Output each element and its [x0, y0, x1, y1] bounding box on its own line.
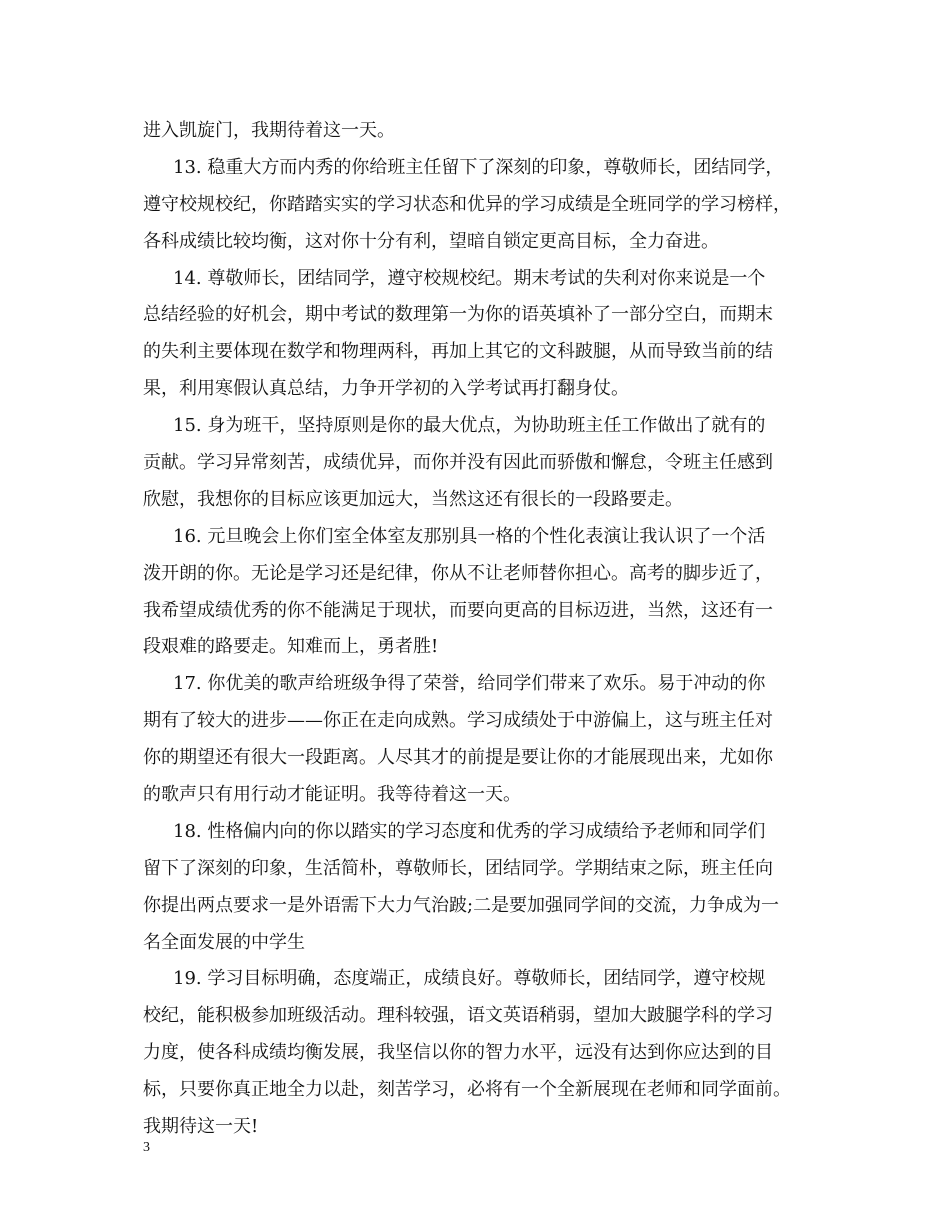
paragraph-line: 段艰难的路要走。知难而上，勇者胜!	[143, 636, 439, 658]
page-number: 3	[143, 1140, 150, 1155]
paragraph-line: 期有了较大的进步——你正在走向成熟。学习成绩处于中游偏上，这与班主任对	[143, 710, 773, 732]
paragraph-first-line: 14. 尊敬师长，团结同学，遵守校规校纪。期末考试的失利对你来说是一个	[173, 267, 766, 289]
paragraph-first-line: 13. 稳重大方而内秀的你给班主任留下了深刻的印象，尊敬师长，团结同学，	[173, 156, 784, 178]
paragraph-line: 的歌声只有用行动才能证明。我等待着这一天。	[143, 784, 521, 806]
paragraph-line: 你提出两点要求一是外语需下大力气治跛;二是要加强同学间的交流，力争成为一	[143, 894, 780, 916]
paragraph-first-line: 19. 学习目标明确，态度端正，成绩良好。尊敬师长，团结同学，遵守校规	[173, 968, 766, 990]
paragraph-line: 力度，使各科成绩均衡发展，我坚信以你的智力水平，远没有达到你应达到的目	[143, 1042, 773, 1064]
paragraph-first-line: 17. 你优美的歌声给班级争得了荣誉，给同学们带来了欢乐。易于冲动的你	[173, 673, 766, 695]
document-body	[143, 113, 813, 1146]
paragraph-line: 留下了深刻的印象，生活简朴，尊敬师长，团结同学。学期结束之际，班主任向	[143, 857, 773, 879]
paragraph-line: 的失利主要体现在数学和物理两科，再加上其它的文科跛腿，从而导致当前的结	[143, 341, 773, 363]
paragraph-line: 我期待这一天!	[143, 1116, 259, 1138]
paragraph-line: 各科成绩比较均衡，这对你十分有利，望暗自锁定更高目标，全力奋进。	[143, 230, 719, 252]
paragraph-line: 欣慰，我想你的目标应该更加远大，当然这还有很长的一段路要走。	[143, 488, 683, 510]
paragraph-line: 校纪，能积极参加班级活动。理科较强，语文英语稍弱，望加大跛腿学科的学习	[143, 1005, 773, 1027]
paragraph-first-line: 18. 性格偏内向的你以踏实的学习态度和优秀的学习成绩给予老师和同学们	[173, 820, 766, 842]
paragraph-line: 标，只要你真正地全力以赴，刻苦学习，必将有一个全新展现在老师和同学面前。	[143, 1079, 791, 1101]
paragraph-first-line: 16. 元旦晚会上你们室全体室友那别具一格的个性化表演让我认识了一个活	[173, 525, 766, 547]
paragraph-line: 遵守校规校纪，你踏踏实实的学习状态和优异的学习成绩是全班同学的学习榜样，	[143, 193, 791, 215]
paragraph-first-line: 15. 身为班干，坚持原则是你的最大优点，为协助班主任工作做出了就有的	[173, 415, 766, 437]
paragraph-line: 进入凯旋门，我期待着这一天。	[143, 120, 395, 141]
paragraph-line: 你的期望还有很大一段距离。人尽其才的前提是要让你的才能展现出来，尤如你	[143, 747, 773, 769]
paragraph-line: 总结经验的好机会，期中考试的数理第一为你的语英填补了一部分空白，而期末	[143, 304, 773, 326]
paragraph-line: 果，利用寒假认真总结，力争开学初的入学考试再打翻身仗。	[143, 378, 629, 400]
paragraph-line: 名全面发展的中学生	[143, 931, 305, 953]
paragraph-line: 我希望成绩优秀的你不能满足于现状，而要向更高的目标迈进，当然，这还有一	[143, 599, 773, 621]
paragraph-line: 贡献。学习异常刻苦，成绩优异，而你并没有因此而骄傲和懈怠，令班主任感到	[143, 452, 773, 474]
paragraph-line: 泼开朗的你。无论是学习还是纪律，你从不让老师替你担心。高考的脚步近了，	[143, 562, 773, 584]
